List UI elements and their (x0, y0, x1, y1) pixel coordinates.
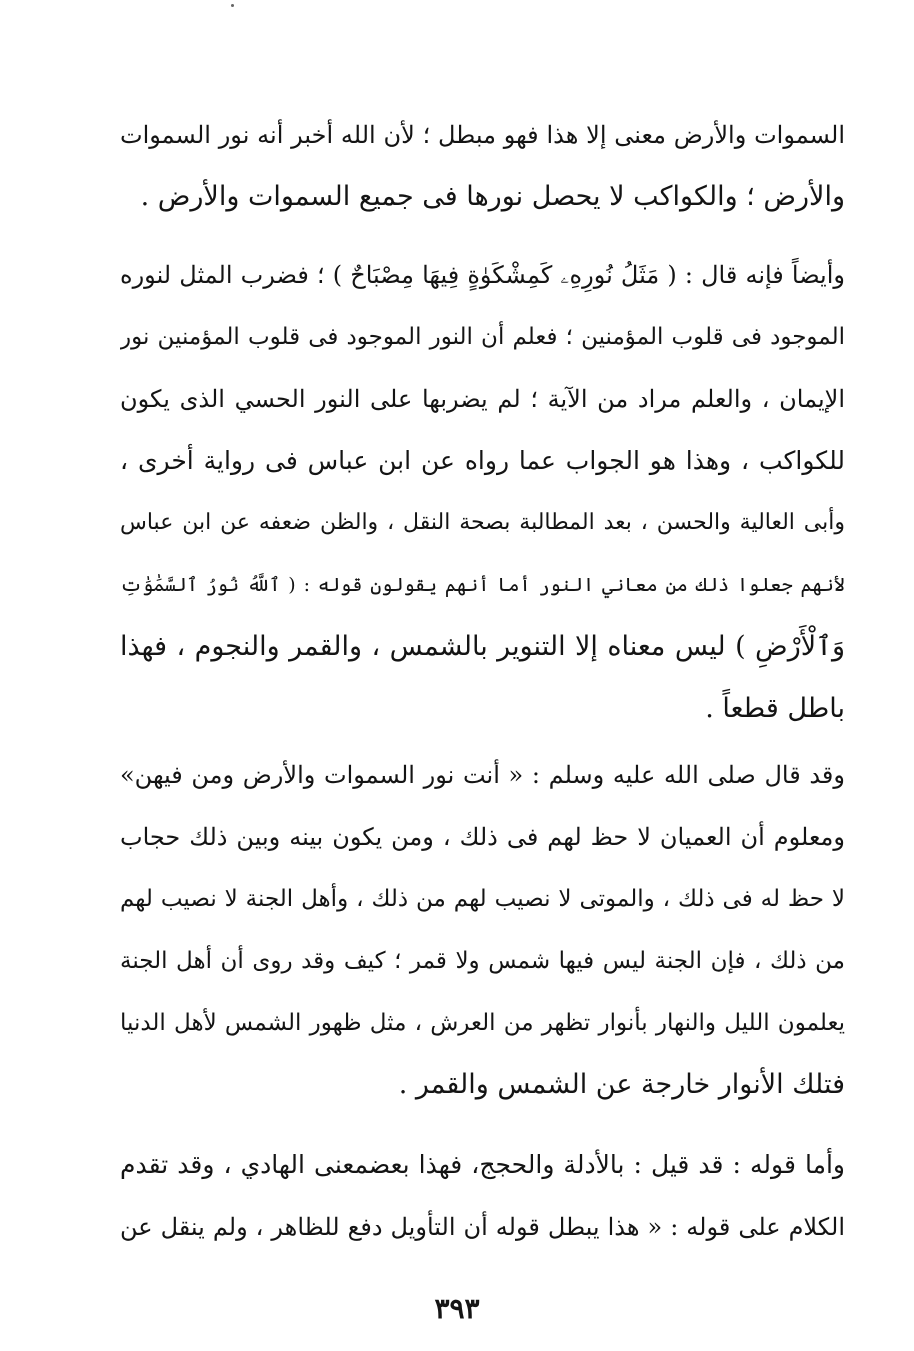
text-line: والأرض ؛ والكواكب لا يحصل نورها فى جميع السموات والأرض . (140, 181, 845, 212)
text-line: الموجود فى قلوب المؤمنين ؛ فعلم أن النور الموجود فى قلوب المؤمنين نور (120, 324, 845, 350)
text-line: الكلام على قوله : « هذا يبطل قوله أن التأويل دفع للظاهر ، ولم ينقل عن (120, 1213, 845, 1241)
text-line: لا حظ له فى ذلك ، والموتى لا نصيب لهم من ذلك ، وأهل الجنة لا نصيب لهم (120, 886, 845, 912)
text-line: وأيضاً فإنه قال : ( مَثَلُ نُورِهِۦ كَمِشْكَوٰةٍ فِيهَا مِصْبَاحٌ ) ؛ فضرب المثل لنوره (120, 261, 845, 289)
text-line: وَٱلْأَرْضِ ) ليس معناه إلا التنوير بالشمس ، والقمر والنجوم ، فهذا (120, 631, 845, 662)
text-line: فتلك الأنوار خارجة عن الشمس والقمر . (398, 1069, 845, 1100)
text-line: ومعلوم أن العميان لا حظ لهم فى ذلك ، ومن يكون بينه وبين ذلك حجاب (120, 823, 845, 851)
text-line: من ذلك ، فإن الجنة ليس فيها شمس ولا قمر ؛ كيف وقد روى أن أهل الجنة (120, 948, 845, 974)
text-line: وأبى العالية والحسن ، بعد المطالبة بصحة النقل ، والظن ضعفه عن ابن عباس (120, 510, 845, 535)
text-line: باطل قطعاً . (705, 693, 845, 724)
text-line: وأما قوله : قد قيل : بالأدلة والحجج، فهذا بعضمعنى الهادي ، وقد تقدم (120, 1150, 845, 1179)
text-line: لأنهم جعلوا ذلك من معاني النور أما أنهم يقولون قوله : ( ٱللَّهُ نُورُ ٱلسَّمَٰوَٰتِ (120, 574, 845, 596)
text-line: يعلمون الليل والنهار بأنوار تظهر من العرش ، مثل ظهور الشمس لأهل الدنيا (120, 1010, 845, 1036)
paragraph-3 (120, 744, 845, 1116)
paragraph-2 (120, 244, 845, 740)
paragraph-4 (120, 1134, 845, 1258)
scan-speck (231, 4, 234, 7)
text-line: الإيمان ، والعلم مراد من الآية ؛ لم يضربها على النور الحسي الذى يكون (120, 385, 845, 413)
text-line: السموات والأرض معنى إلا هذا فهو مبطل ؛ لأن الله أخبر أنه نور السموات (120, 121, 845, 149)
paragraph-1 (120, 104, 845, 228)
text-line: وقد قال صلى الله عليه وسلم : « أنت نور السموات والأرض ومن فيهن» (120, 761, 845, 789)
text-line: للكواكب ، وهذا هو الجواب عما رواه عن ابن عباس فى رواية أخرى ، (120, 446, 845, 475)
page-number: ٣٩٣ (434, 1292, 480, 1325)
